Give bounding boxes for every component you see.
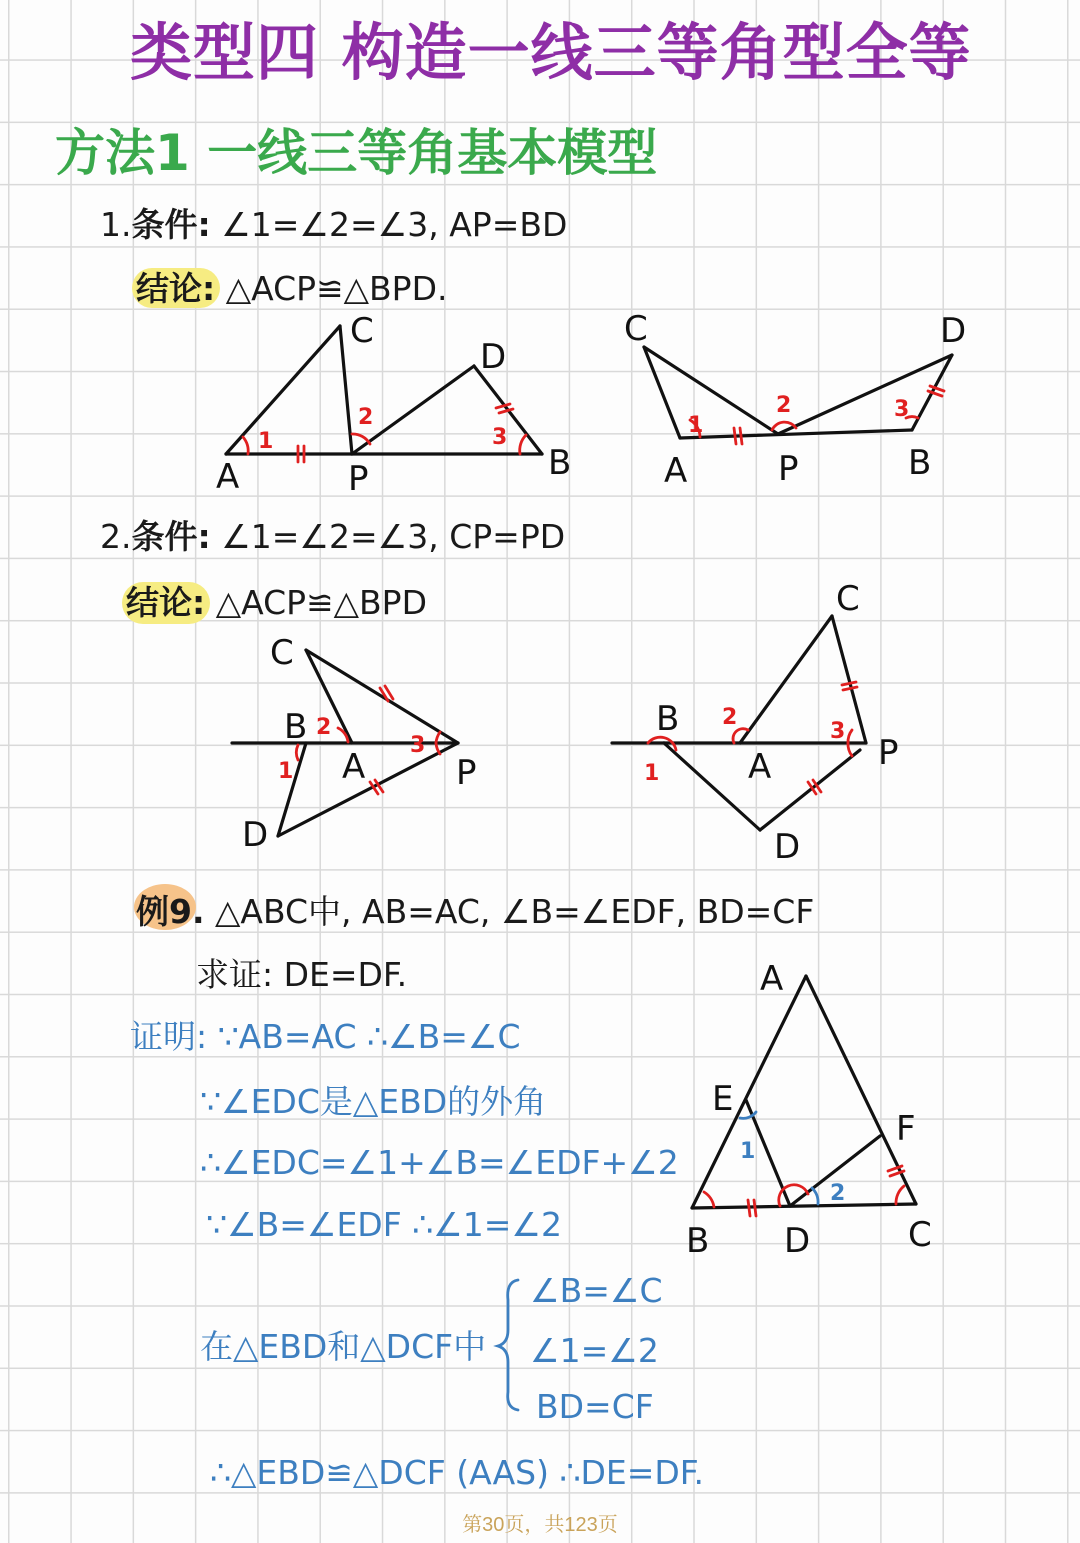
fig3-label-b: B <box>284 707 308 747</box>
fig3-label-c: C <box>270 633 294 673</box>
fig3-angle-2: 2 <box>316 715 332 740</box>
fig1-angle-3: 3 <box>492 425 508 450</box>
brace-item-2: ∠1=∠2 <box>530 1331 659 1370</box>
fig2-angle-3: 3 <box>894 397 910 422</box>
fig4-label-d: D <box>774 827 801 867</box>
section2-conclusion-label: 结论: <box>126 583 206 622</box>
fig1-angle-2: 2 <box>358 405 374 430</box>
fig2-label-b: B <box>908 443 932 483</box>
figure-2 <box>624 309 966 491</box>
fig2-label-c: C <box>624 309 648 349</box>
proof-line-4: ∵∠B=∠EDF ∴∠1=∠2 <box>206 1205 562 1244</box>
fig1-label-a: A <box>216 457 240 497</box>
fig3-label-a: A <box>342 747 366 787</box>
fig5-label-c: C <box>908 1215 932 1255</box>
fig1-label-c: C <box>350 311 374 351</box>
section1-number: 1. <box>100 205 132 244</box>
example-label: 例9. <box>136 892 205 931</box>
fig1-label-p: P <box>348 459 369 499</box>
brace-icon <box>498 1280 518 1410</box>
fig3-angle-1: 1 <box>278 759 294 784</box>
figure-1 <box>216 311 571 499</box>
proof-line-1-text: ∵AB=AC ∴∠B=∠C <box>217 1017 521 1056</box>
fig4-angle-2: 2 <box>722 705 738 730</box>
fig3-label-d: D <box>242 815 269 855</box>
section2-number: 2. <box>100 517 132 556</box>
figure-5 <box>686 959 932 1261</box>
section2-condition-label: 条件: <box>131 517 211 556</box>
brace-item-3: BD=CF <box>536 1387 654 1426</box>
proof-line-5: 在△EBD和△DCF中 <box>200 1327 487 1366</box>
fig5-angle-1: 1 <box>740 1139 756 1164</box>
fig4-label-b: B <box>656 699 680 739</box>
fig3-label-p: P <box>456 753 477 793</box>
section2-conclusion-text: △ACP≌△BPD <box>215 583 427 622</box>
page-title: 类型四 构造一线三等角型全等 <box>130 16 972 89</box>
fig5-label-f: F <box>896 1109 916 1149</box>
page-footer: 第30页，共123页 <box>462 1514 618 1536</box>
example-prove: 求证: DE=DF. <box>196 955 408 994</box>
figure-4 <box>612 579 899 867</box>
fig4-label-p: P <box>878 733 899 773</box>
fig2-angle-1: 1 <box>688 413 704 438</box>
example-text: △ABC中, AB=AC, ∠B=∠EDF, BD=CF <box>215 892 815 931</box>
fig4-label-c: C <box>836 579 860 619</box>
section2-condition-text: ∠1=∠2=∠3, CP=PD <box>221 517 566 556</box>
fig5-label-a: A <box>760 959 784 999</box>
section1-condition-text: ∠1=∠2=∠3, AP=BD <box>221 205 568 244</box>
section-heading: 方法1 一线三等角基本模型 <box>55 124 658 182</box>
fig2-angle-2: 2 <box>776 393 792 418</box>
fig5-label-b: B <box>686 1221 710 1261</box>
fig2-label-a: A <box>664 451 688 491</box>
fig1-label-d: D <box>480 337 507 377</box>
fig2-label-d: D <box>940 311 967 351</box>
figure-3 <box>232 633 477 855</box>
section1-conclusion-text: △ACP≌△BPD. <box>225 269 448 308</box>
fig4-angle-1: 1 <box>644 761 660 786</box>
proof-line-2: ∵∠EDC是△EBD的外角 <box>200 1082 547 1121</box>
fig4-angle-3: 3 <box>830 719 846 744</box>
fig5-label-e: E <box>712 1079 734 1119</box>
section1-condition-label: 条件: <box>131 205 211 244</box>
fig1-label-b: B <box>548 443 572 483</box>
fig5-label-d: D <box>784 1221 811 1261</box>
fig2-label-p: P <box>778 449 799 489</box>
brace-item-1: ∠B=∠C <box>530 1271 663 1310</box>
proof-label: 证明: <box>130 1017 208 1056</box>
fig3-angle-3: 3 <box>410 733 426 758</box>
fig4-label-a: A <box>748 747 772 787</box>
section1-conclusion-label: 结论: <box>136 269 216 308</box>
proof-line-3: ∴∠EDC=∠1+∠B=∠EDF+∠2 <box>200 1143 679 1182</box>
proof-line-6: ∴△EBD≌△DCF (AAS) ∴DE=DF. <box>210 1453 704 1492</box>
fig5-angle-2: 2 <box>830 1181 846 1206</box>
fig1-angle-1: 1 <box>258 429 274 454</box>
